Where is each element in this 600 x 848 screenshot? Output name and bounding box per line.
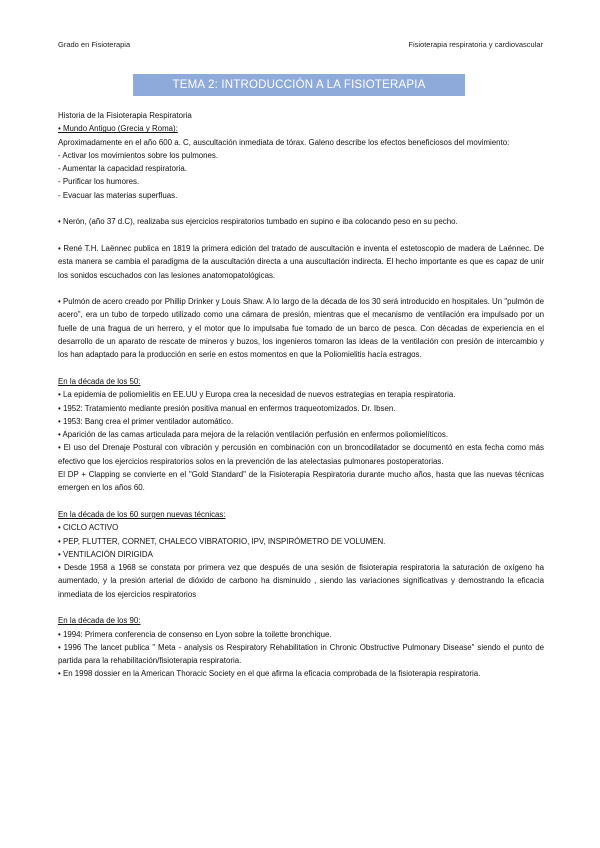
list-item: • La epidemia de poliomielitis en EE.UU y Europa crea la necesidad de nuevos estrategias en terapia respiratoria. — [58, 390, 456, 400]
header-left: Grado en Fisioterapia — [58, 40, 131, 49]
list-item: • VENTILACIÓN DIRIGIDA — [58, 549, 153, 559]
header-right: Fisioterapia respiratoria y cardiovascular — [408, 40, 543, 49]
decada-50-heading: En la década de los 50: — [58, 376, 141, 386]
decada-90-heading: En la década de los 90: — [58, 616, 141, 626]
page-title: TEMA 2: INTRODUCCIÓN A LA FISIOTERAPIA RESPIRATORIA — [133, 74, 465, 96]
list-item: - Purificar los humores. — [58, 177, 140, 187]
list-item: - Evacuar las materias superfluas. — [58, 190, 178, 200]
historia-heading: Historia de la Fisioterapia Respiratoria — [58, 111, 192, 120]
list-item: • En 1998 dossier en la American Thoracic Society en el que afirma la eficacia comprobada de la fisioterapia respiratoria. — [58, 669, 481, 679]
laennec-paragraph: • René T.H. Laënnec publica en 1819 la primera edición del tratado de auscultación e inventa el estetoscopio de madera de Laënnec. De esta manera se cambia el paradigma de la auscultación directa a una auscultación indirecta. El hecho importante es que es capaz de unir los sonidos escuchados con las lesiones anatomopatológicas. — [58, 243, 544, 280]
list-item: • 1953: Bang crea el primer ventilador automático. — [58, 416, 234, 426]
list-item: - Activar los movimientos sobre los pulmones. — [58, 150, 219, 160]
list-item: • Aparición de las camas articulada para mejora de la relación ventilación perfusión en enfermos poliomielíticos. — [58, 430, 449, 440]
pulmon-acero-paragraph: • Pulmón de acero creado por Phillip Drinker y Louis Shaw. A lo largo de la década de los 30 será introducido en hospitales. Un "pulmón de acero", era un tubo de torpedo utilizado como una cámara de presión, mientras que el mecanismo de ventilación era impulsado por un fuelle de una fragua de un herrero, y el motor que lo impulsaba fue tomado de un barco de pesca. Con décadas de experiencia en el desarrollo de un aparato de rescate de mineros y buzos, los ingenieros tomaron las ideas de la ventilación con presión de intercambio y los han adaptado para la producción en serie en estos momentos en que la Poliomielitis hacía estragos. — [58, 297, 544, 360]
list-item: - Aumentar la capacidad respiratoria. — [58, 164, 187, 174]
mundo-antiguo-heading: • Mundo Antiguo (Grecia y Roma): — [58, 124, 178, 134]
list-item: • 1994: Primera conferencia de consenso en Lyon sobre la toilette bronchique. — [58, 629, 332, 639]
list-item: • El uso del Drenaje Postural con vibración y percusión en combinación con un broncodilatador se documentó en esta fecha como más efectivo que los ejercicios respiratorios solos en la prevención de las atelectasias pulmonares postoperatorias. — [58, 443, 544, 466]
list-item: • CICLO ACTIVO — [58, 523, 119, 533]
decada-50-closing: El DP + Clapping se convierte en el "Gold Standard" de la Fisioterapia Respiratoria durante mucho años, hasta que las nuevas técnicas emergen en los años 60. — [58, 470, 544, 493]
neron-paragraph: • Nerón, (año 37 d.C), realizaba sus ejercicios respiratorios tumbado en supino e iba colocando peso en su pecho. — [58, 217, 458, 227]
document-body — [58, 109, 544, 681]
list-item: • 1952: Tratamiento mediante presión positiva manual en enfermos traqueotomizados. Dr. Ibsen. — [58, 403, 396, 413]
list-item: • Desde 1958 a 1968 se constata por primera vez que después de una sesión de fisioterapia respiratoria la saturación de oxígeno ha aumentado, y la presión arterial de dióxido de carbono ha disminuido , siendo las variaciones significativas y demostrando la eficacia inmediata de los ejercicios respiratorios — [58, 563, 544, 599]
list-item: • 1996 The lancet publica " Meta - analysis os Respiratory Rehabilitation in Chronic Obstructive Pulmonary Disease" siendo el punto de partida para la rehabilitación/fisioterapia respiratoria. — [58, 642, 544, 666]
decada-60-heading: En la década de los 60 surgen nuevas técnicas: — [58, 509, 226, 519]
list-item: • PEP, FLUTTER, CORNET, CHALECO VIBRATORIO, IPV, INSPIRÓMETRO DE VOLUMEN. — [58, 536, 386, 546]
mundo-antiguo-intro: Aproximadamente en el año 600 a. C, auscultación inmediata de tórax. Galeno describe los efectos beneficiosos del movimiento: — [58, 137, 510, 147]
